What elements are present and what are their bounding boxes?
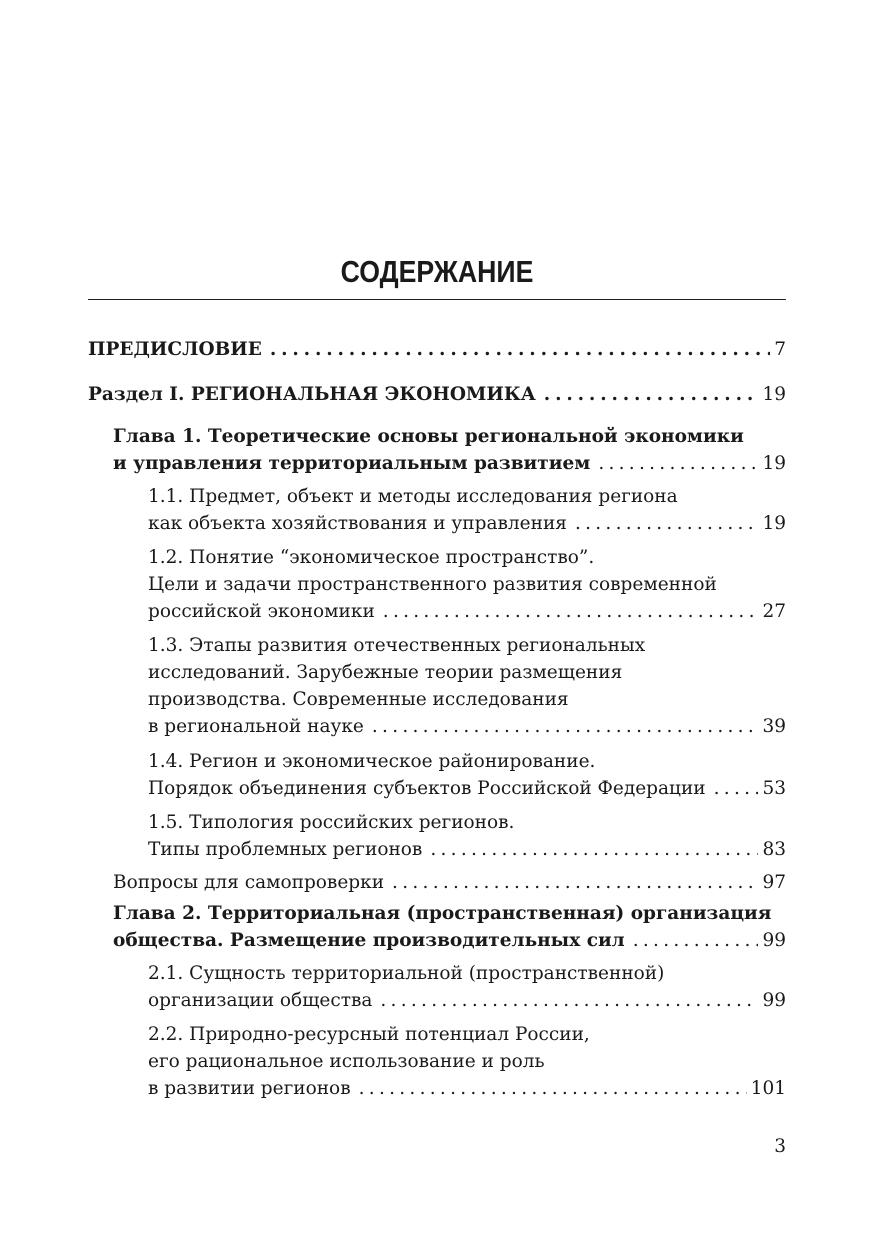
toc-entry-text: как объекта хозяйствования и управления [148,513,567,534]
toc-entry-chapter-2[interactable] [113,900,786,954]
toc-page-number: 39 [762,716,786,737]
toc-entry-text: Порядок объединения субъектов Российской Федерации [148,778,706,799]
toc-entry-2-1[interactable] [148,960,786,1014]
leader-dots [430,836,758,863]
title-rule [88,299,786,300]
toc-entry-text: 1.5. Типология российских регионов. [148,812,515,833]
toc-entry-text: Типы проблемных регионов [148,839,423,860]
toc-entry-text: 1.1. Предмет, объект и методы исследования региона [148,486,678,507]
toc-entry-1-4[interactable] [148,748,786,802]
toc-page-number: 19 [762,453,786,474]
toc-page-number: 101 [750,1078,786,1099]
leader-dots [270,336,770,363]
leader-dots [359,1075,747,1102]
leader-dots [372,713,759,740]
toc-entry-text: Глава 2. Территориальная (пространственная) организация [113,903,772,924]
page-title: СОДЕРЖАНИЕ [340,254,534,289]
toc-entry-text: ПРЕДИСЛОВИЕ [88,339,262,360]
toc-entry-text: 1.4. Регион и экономическое районирование. [148,751,596,772]
toc-page-number: 99 [762,990,786,1011]
toc-entry-text: Цели и задачи пространственного развития современной [148,574,717,595]
toc-entry-text: Раздел I. РЕГИОНАЛЬНАЯ ЭКОНОМИКА [88,384,536,405]
toc-page-number: 53 [762,778,786,799]
toc-entry-text: исследований. Зарубежные теории размещения [148,662,623,683]
leader-dots [575,510,759,537]
toc-entry-chapter-1[interactable] [113,423,786,477]
toc-page-number: 97 [762,872,786,893]
leader-dots [598,450,758,477]
toc-entry-preface[interactable] [88,336,786,363]
leader-dots [392,869,758,896]
leader-dots [544,381,759,408]
toc-entry-text: его рациональное использование и роль [148,1051,545,1072]
toc-entry-1-5[interactable] [148,809,786,863]
toc-page-number: 7 [774,339,786,360]
toc-entry-text: в региональной науке [148,716,364,737]
toc-page-number: 83 [762,839,786,860]
toc-entry-text: 1.3. Этапы развития отечественных региональных [148,635,646,656]
toc-entry-text: 1.2. Понятие “экономическое пространство”. [148,547,595,568]
toc-entry-text: Глава 1. Теоретические основы региональной экономики [113,426,744,447]
toc-entry-1-3[interactable] [148,632,786,740]
toc-page-number: 19 [762,513,786,534]
toc-entry-text: Вопросы для самопроверки [113,872,385,893]
toc-page-number: 27 [762,601,786,622]
toc-entry-2-2[interactable] [148,1021,786,1102]
toc-entry-1-1[interactable] [148,483,786,537]
toc-entry-text: общества. Размещение производительных сил [113,930,625,951]
page-number: 3 [774,1136,786,1157]
toc-page-number: 19 [762,384,786,405]
leader-dots [380,987,758,1014]
toc-entry-text: производства. Современные исследования [148,689,569,710]
toc-entry-text: 2.1. Сущность территориальной (пространственной) [148,963,665,984]
toc-page-number: 99 [762,930,786,951]
toc-entry-text: и управления территориальным развитием [113,453,591,474]
toc-entry-text: 2.2. Природно-ресурсный потенциал России, [148,1024,590,1045]
toc-entry-text: российской экономики [148,601,375,622]
toc-entry-text: организации общества [148,990,373,1011]
leader-dots [633,927,759,954]
toc-entry-1-2[interactable] [148,544,786,625]
toc-entry-questions[interactable] [113,869,786,896]
toc-entry-section-1[interactable] [88,381,786,408]
leader-dots [714,775,759,802]
leader-dots [383,598,759,625]
toc-entry-text: в развитии регионов [148,1078,351,1099]
